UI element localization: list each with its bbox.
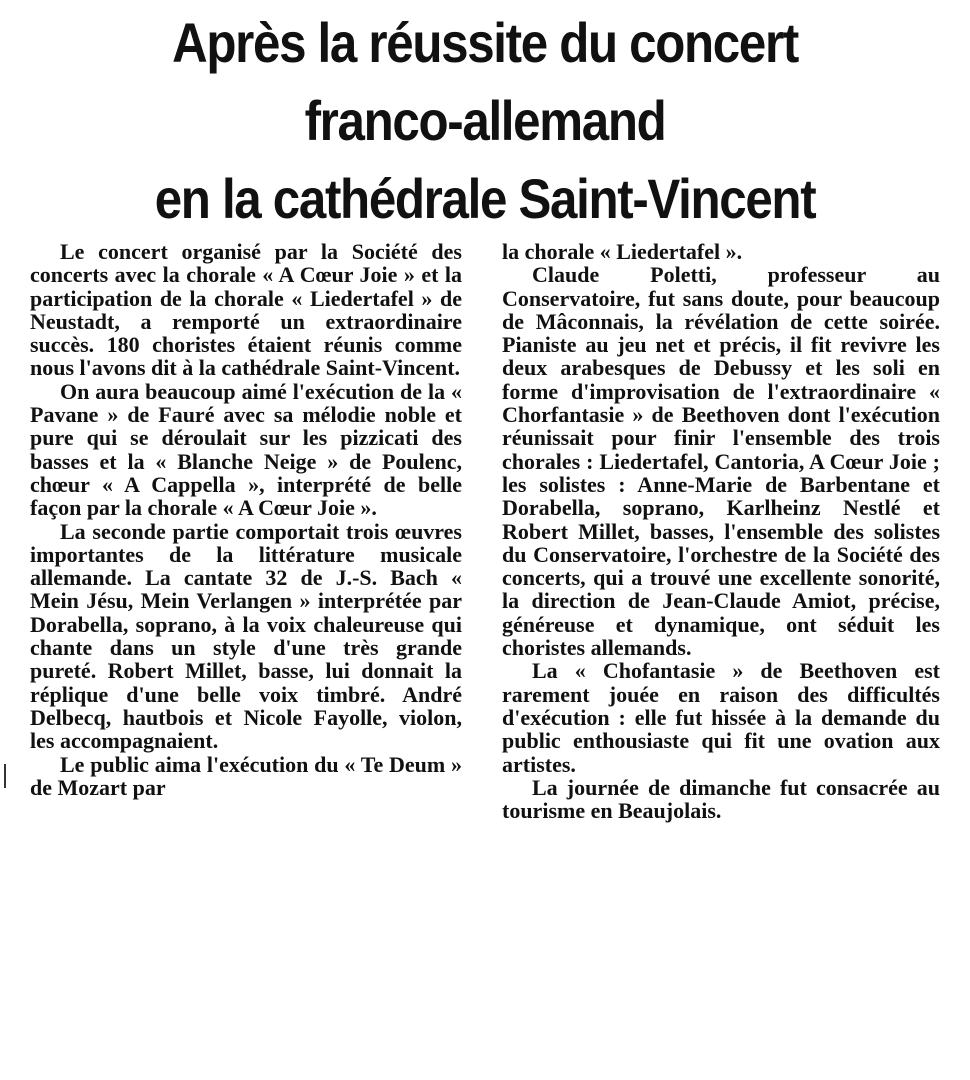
headline-line-3: en la cathédrale Saint-Vincent — [154, 167, 816, 230]
article-column-left — [30, 240, 462, 799]
paragraph: On aura beaucoup aimé l'exécution de la « Pavane » de Fauré avec sa mélodie noble et pure qui se déroulait sur les pizzicati des basses et la « Blanche Neige » de Poulenc, chœur « A Cappella », interprété de belle façon par la chorale « A Cœur Joie ». — [30, 378, 462, 521]
paragraph: Claude Poletti, professeur au Conservatoire, fut sans doute, pour beaucoup de Mâconnais, la révélation de cette soirée. Pianiste au jeu net et précis, il fit revivre les deux arabesques de Debussy et les soli en forme d'improvisation de l'extraordinaire « Chorfantasie » de Beethoven dont l'exécution réunissait pour finir l'ensemble des trois chorales : Liedertafel, Cantoria, A Cœur Joie ; les solistes : Anne-Marie de Barbentane et Dorabella, soprano, Karlheinz Nestlé et Robert Millet, basses, l'ensemble des solistes du Conservatoire, l'orchestre de la Société des concerts, qui a trouvé une excellente sonorité, la direction de Jean-Claude Amiot, précise, généreuse et dynamique, ont séduit les choristes allemands. — [502, 262, 940, 661]
article-column-right — [502, 240, 940, 822]
paragraph: La journée de dimanche fut consacrée au tourisme en Beaujolais. — [502, 774, 940, 824]
paragraph: Le concert organisé par la Société des concerts avec la chorale « A Cœur Joie » et la participation de la chorale « Liedertafel » de Neustadt, a remporté un extraordinaire succès. 180 choristes étaient réunis comme nous l'avons dit à la cathédrale Saint-Vincent. — [30, 239, 462, 381]
headline-line-2: franco-allemand — [304, 89, 666, 152]
paragraph: Le public aima l'exécution du « Te Deum » de Mozart par — [30, 751, 462, 800]
article-headline — [93, 4, 876, 238]
paragraph-continuation: la chorale « Liedertafel ». — [502, 239, 743, 264]
headline-line-1: Après la réussite du concert — [172, 11, 798, 74]
margin-mark — [4, 764, 6, 788]
paragraph: La « Chofantasie » de Beethoven est rarement jouée en raison des difficultés d'exécution : elle fut hissée à la demande du public enthousiaste qui fit une ovation aux artistes. — [502, 658, 940, 777]
paragraph: La seconde partie comportait trois œuvres importantes de la littérature musicale allemande. La cantate 32 de J.-S. Bach « Mein Jésu, Mein Verlangen » interprétée par Dorabella, soprano, à la voix chaleureuse qui chante dans un style d'une très grande pureté. Robert Millet, basse, lui donnait la réplique d'une belle voix timbré. André Delbecq, hautbois et Nicole Fayolle, violon, les accompagnaient. — [30, 518, 462, 754]
